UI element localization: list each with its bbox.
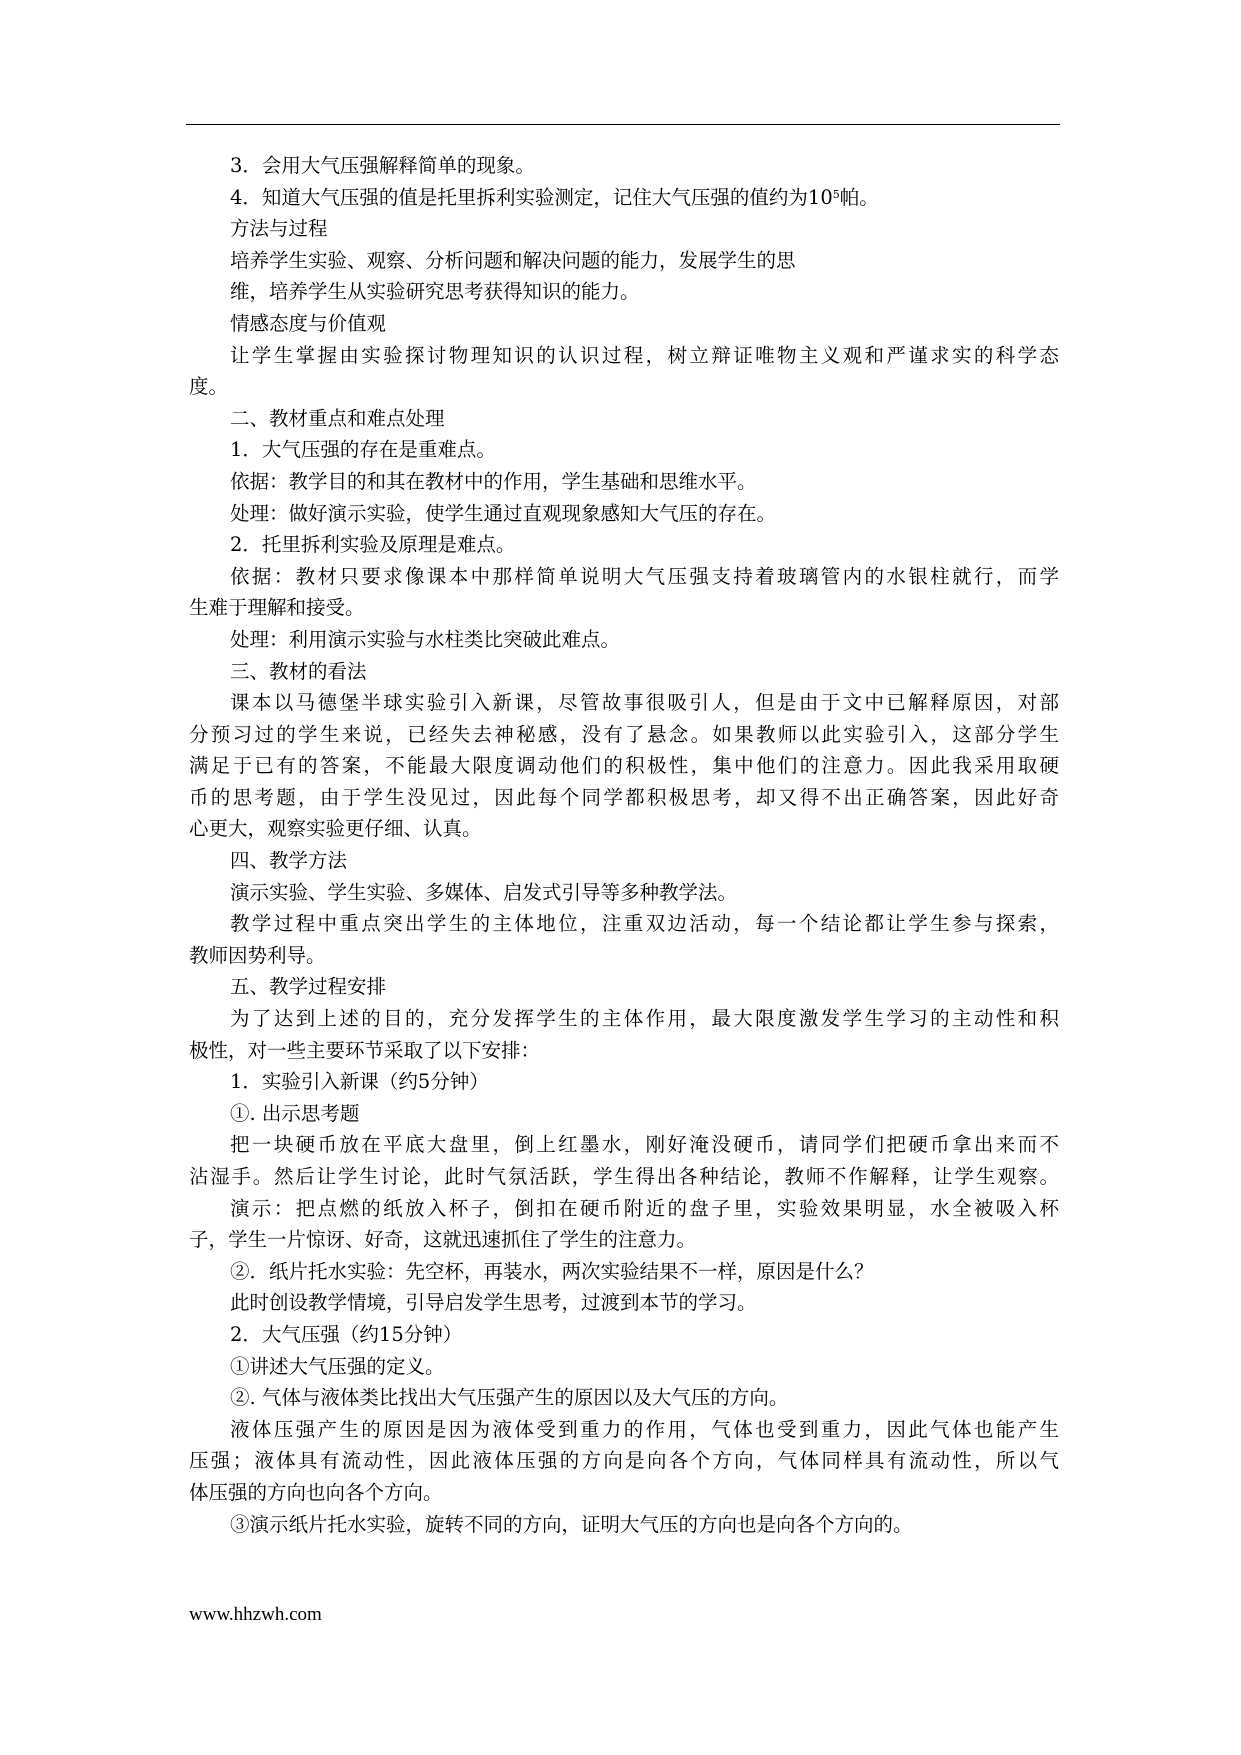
header-rule bbox=[186, 124, 1060, 125]
text-line bbox=[189, 1066, 1059, 1098]
text-line-content: 教学过程中重点突出学生的主体地位，注重双边活动，每一个结论都让学生参与探索， bbox=[230, 912, 1059, 936]
text-line-content: 演示实验、学生实验、多媒体、启发式引导等多种教学法。 bbox=[230, 880, 738, 904]
text-line bbox=[189, 1256, 1059, 1288]
text-line bbox=[189, 1445, 1059, 1477]
text-line bbox=[189, 1509, 1059, 1541]
footer-url[interactable]: www.hhzwh.com bbox=[189, 1604, 322, 1625]
text-line-content: 币的思考题，由于学生没见过，因此每个同学都积极思考，却又得不出正确答案，因此好奇 bbox=[189, 785, 1059, 809]
document-body bbox=[189, 150, 1059, 1540]
text-line-content: 把一块硬币放在平底大盘里，倒上红墨水，刚好淹没硬币，请同学们把硬币拿出来而不 bbox=[230, 1133, 1059, 1157]
text-line bbox=[189, 1161, 1059, 1193]
text-line-content: 极性，对一些主要环节采取了以下安排： bbox=[189, 1038, 541, 1062]
text-line-content: 心更大，观察实验更仔细、认真。 bbox=[189, 817, 482, 841]
text-line-content: 满足于已有的答案，不能最大限度调动他们的积极性，集中他们的注意力。因此我采用取硬 bbox=[189, 754, 1059, 778]
text-line-content: 五、教学过程安排 bbox=[230, 975, 387, 999]
text-line bbox=[189, 845, 1059, 877]
text-line-content: 2．大气压强（约15分钟） bbox=[230, 1322, 463, 1346]
text-line bbox=[189, 529, 1059, 561]
text-line-content: 分预习过的学生来说，已经失去神秘感，没有了悬念。如果教师以此实验引入，这部分学生 bbox=[189, 722, 1059, 746]
text-line-content: 处理：做好演示实验，使学生通过直观现象感知大气压的存在。 bbox=[230, 501, 777, 525]
text-line-content: 让学生掌握由实验探讨物理知识的认识过程，树立辩证唯物主义观和严谨求实的科学态 bbox=[230, 343, 1059, 367]
text-line bbox=[189, 371, 1059, 403]
text-line-content: 维，培养学生从实验研究思考获得知识的能力。 bbox=[230, 280, 640, 304]
text-line-content: 为了达到上述的目的，充分发挥学生的主体作用，最大限度激发学生学习的主动性和积 bbox=[230, 1007, 1059, 1031]
text-line bbox=[189, 434, 1059, 466]
text-line bbox=[189, 908, 1059, 940]
text-line-content: 情感态度与价值观 bbox=[230, 311, 387, 335]
text-line bbox=[189, 940, 1059, 972]
text-line-content: 二、教材重点和难点处理 bbox=[230, 406, 445, 430]
text-line-content: 演示：把点燃的纸放入杯子，倒扣在硬币附近的盘子里，实验效果明显，水全被吸入杯 bbox=[230, 1196, 1059, 1220]
superscript-exponent: 5 bbox=[832, 187, 840, 201]
text-line-content: 4．知道大气压强的值是托里拆利实验测定，记住大气压强的值约为10 bbox=[230, 185, 833, 209]
text-line bbox=[189, 1035, 1059, 1067]
text-line bbox=[189, 1098, 1059, 1130]
text-line bbox=[189, 340, 1059, 372]
text-line-content: 三、教材的看法 bbox=[230, 659, 367, 683]
text-line-content: ②．纸片托水实验：先空杯，再装水，两次实验结果不一样，原因是什么？ bbox=[230, 1259, 874, 1283]
text-line bbox=[189, 782, 1059, 814]
text-line bbox=[189, 1414, 1059, 1446]
text-line bbox=[189, 813, 1059, 845]
text-line bbox=[189, 1319, 1059, 1351]
text-line-content: 此时创设教学情境，引导启发学生思考，过渡到本节的学习。 bbox=[230, 1291, 757, 1315]
text-line-content: 1．大气压强的存在是重难点。 bbox=[230, 438, 496, 462]
text-line bbox=[189, 1193, 1059, 1225]
text-line bbox=[189, 592, 1059, 624]
text-line bbox=[189, 1287, 1059, 1319]
text-line bbox=[189, 245, 1059, 277]
text-line bbox=[189, 1351, 1059, 1383]
text-line-content: 度。 bbox=[189, 375, 229, 399]
text-line bbox=[189, 213, 1059, 245]
text-line bbox=[189, 971, 1059, 1003]
text-line-content: 教师因势利导。 bbox=[189, 943, 326, 967]
text-line bbox=[189, 403, 1059, 435]
text-line bbox=[189, 1003, 1059, 1035]
text-line-content: 液体压强产生的原因是因为液体受到重力的作用，气体也受到重力，因此气体也能产生 bbox=[230, 1417, 1059, 1441]
text-line bbox=[189, 877, 1059, 909]
text-line-content: 1．实验引入新课（约5分钟） bbox=[230, 1070, 489, 1094]
text-line-content: 课本以马德堡半球实验引入新课，尽管故事很吸引人，但是由于文中已解释原因，对部 bbox=[230, 691, 1059, 715]
text-line-content: 体压强的方向也向各个方向。 bbox=[189, 1480, 443, 1504]
text-line bbox=[189, 1224, 1059, 1256]
text-line-content: 生难于理解和接受。 bbox=[189, 596, 365, 620]
text-line-content: 3．会用大气压强解释简单的现象。 bbox=[230, 154, 535, 177]
text-line bbox=[189, 150, 1059, 182]
text-line bbox=[189, 498, 1059, 530]
text-line bbox=[189, 687, 1059, 719]
text-line bbox=[189, 308, 1059, 340]
text-line bbox=[189, 1129, 1059, 1161]
text-line bbox=[189, 466, 1059, 498]
text-line bbox=[189, 656, 1059, 688]
text-line-content: ①讲述大气压强的定义。 bbox=[230, 1354, 445, 1378]
text-line bbox=[189, 750, 1059, 782]
text-line bbox=[189, 561, 1059, 593]
text-line-content: 子，学生一片惊讶、好奇，这就迅速抓住了学生的注意力。 bbox=[189, 1228, 697, 1252]
text-line-content: 方法与过程 bbox=[230, 217, 328, 241]
text-line bbox=[189, 276, 1059, 308]
text-line-content: 压强；液体具有流动性，因此液体压强的方向是向各个方向，气体同样具有流动性，所以气 bbox=[189, 1449, 1059, 1473]
text-line-content: 2．托里拆利实验及原理是难点。 bbox=[230, 533, 516, 557]
text-line-content: 四、教学方法 bbox=[230, 849, 348, 873]
text-line bbox=[189, 182, 1059, 214]
text-line-content: 沾湿手。然后让学生讨论，此时气氛活跃，学生得出各种结论，教师不作解释，让学生观察。 bbox=[189, 1165, 1059, 1188]
text-line bbox=[189, 1477, 1059, 1509]
text-line-content: ①. 出示思考题 bbox=[230, 1101, 360, 1125]
text-line-content: 依据：教学目的和其在教材中的作用，学生基础和思维水平。 bbox=[230, 469, 757, 493]
text-line-content: 依据：教材只要求像课本中那样简单说明大气压强支持着玻璃管内的水银柱就行，而学 bbox=[230, 564, 1059, 588]
text-line-tail: 帕。 bbox=[839, 185, 879, 209]
text-line-content: ③演示纸片托水实验，旋转不同的方向，证明大气压的方向也是向各个方向的。 bbox=[230, 1512, 913, 1536]
text-line bbox=[189, 719, 1059, 751]
text-line bbox=[189, 1382, 1059, 1414]
text-line-content: ②. 气体与液体类比找出大气压强产生的原因以及大气压的方向。 bbox=[230, 1386, 789, 1410]
text-line-content: 培养学生实验、观察、分析问题和解决问题的能力，发展学生的思 bbox=[230, 248, 796, 272]
text-line-content: 处理：利用演示实验与水柱类比突破此难点。 bbox=[230, 627, 621, 651]
text-line bbox=[189, 624, 1059, 656]
